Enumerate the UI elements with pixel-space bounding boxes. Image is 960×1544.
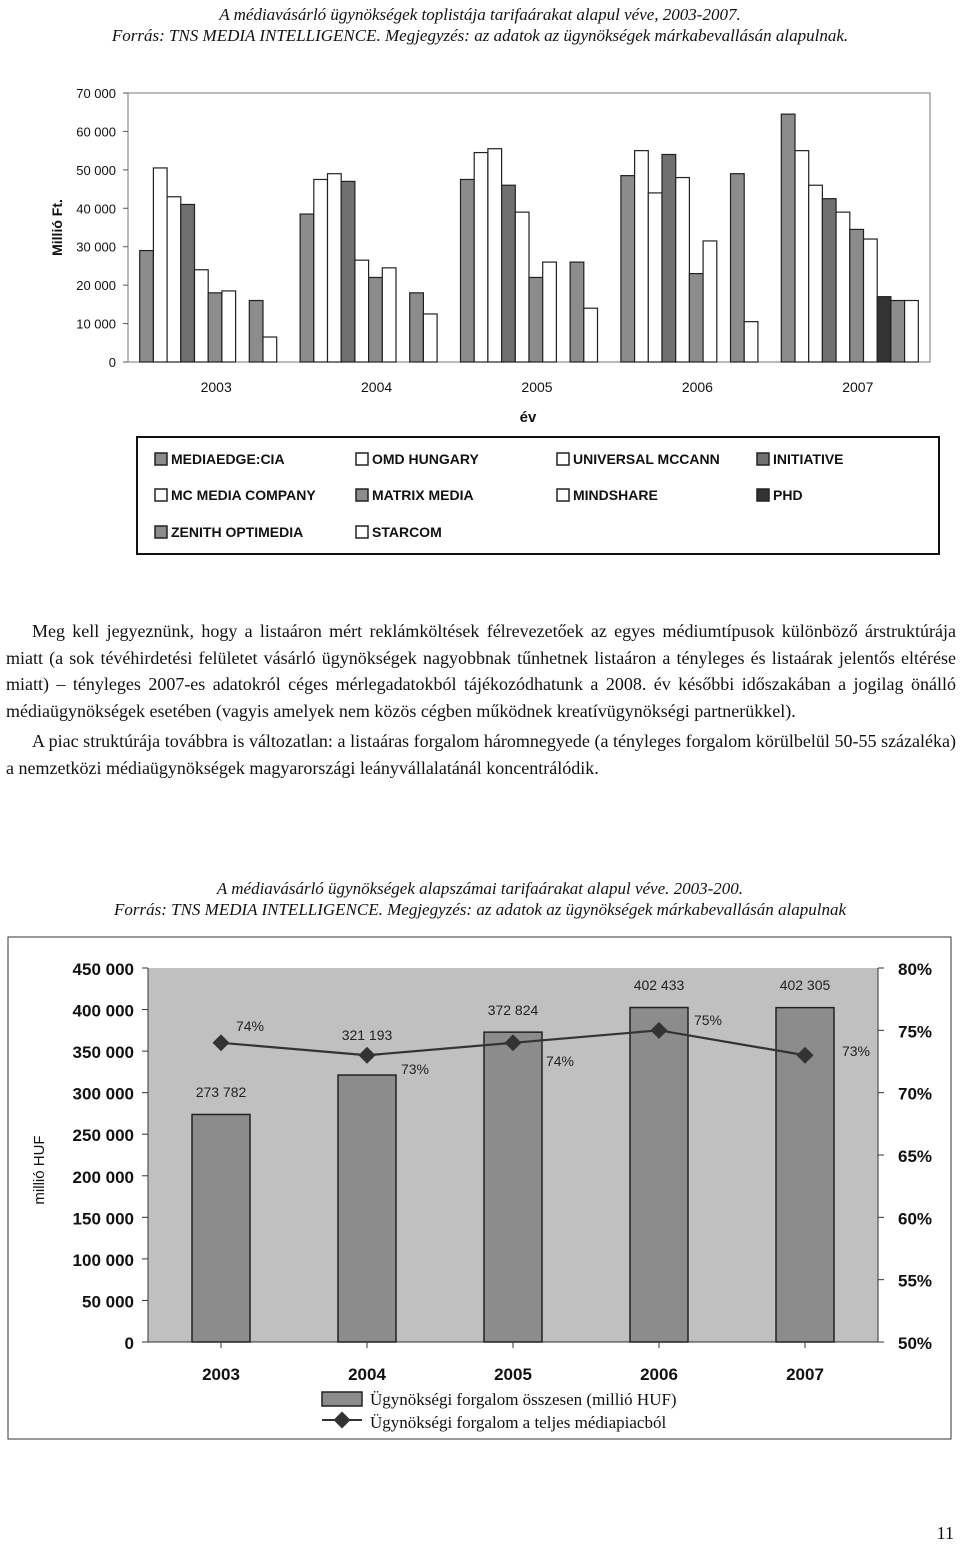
chart1-caption-line1: A médiavásárló ügynökségek toplistája tarifaárakat alapul véve, 2003-2007. — [219, 5, 741, 24]
bar-data-label: 273 782 — [195, 1084, 247, 1100]
bar — [795, 151, 809, 362]
bar — [338, 1075, 396, 1342]
y-tick-label: 200 000 — [72, 1167, 134, 1187]
legend-swatch — [155, 526, 167, 538]
legend-label: ZENITH OPTIMEDIA — [171, 524, 304, 540]
x-tick-label: 2003 — [200, 379, 232, 395]
legend-swatch — [155, 489, 167, 501]
bar — [529, 277, 543, 362]
y2-tick-label: 80% — [897, 960, 933, 979]
bar — [635, 151, 649, 362]
bar-data-label: 402 305 — [779, 977, 831, 993]
bar — [891, 301, 905, 362]
chart2-caption-line1: A médiavásárló ügynökségek alapszámai tarifaárakat alapul véve. 2003-200. — [216, 879, 744, 898]
bar — [850, 229, 864, 362]
y-tick-label: 40 000 — [76, 201, 116, 217]
y-tick-label: 10 000 — [76, 316, 116, 332]
bar — [905, 301, 919, 362]
bar — [423, 314, 437, 362]
legend-label: MEDIAEDGE:CIA — [171, 451, 285, 467]
x-tick-label: 2005 — [494, 1365, 532, 1384]
legend-label: UNIVERSAL MCCANN — [573, 451, 720, 467]
y-tick-label: 30 000 — [76, 239, 116, 255]
legend-swatch — [356, 489, 368, 501]
bar — [181, 204, 195, 362]
bar — [877, 297, 891, 362]
legend-label-line: Ügynökségi forgalom a teljes médiapiacból — [370, 1413, 667, 1432]
x-axis-label: év — [519, 409, 537, 426]
bar — [474, 153, 488, 362]
y-tick-label: 400 000 — [72, 1001, 134, 1021]
x-tick-label: 2007 — [786, 1365, 824, 1384]
y-tick-label: 450 000 — [72, 960, 134, 979]
y-tick-label: 0 — [124, 1334, 134, 1353]
body-text — [6, 618, 956, 781]
bar — [515, 212, 529, 362]
legend-label: PHD — [773, 487, 803, 503]
bar — [222, 291, 236, 362]
line-data-label: 75% — [693, 1012, 723, 1028]
bar — [689, 274, 703, 362]
bar-data-label: 402 433 — [633, 977, 685, 993]
bar — [630, 1008, 688, 1342]
y2-tick-label: 75% — [897, 1022, 933, 1042]
bar — [703, 241, 717, 362]
bar — [676, 178, 690, 362]
legend-label: MINDSHARE — [573, 487, 658, 503]
y-tick-label: 50 000 — [82, 1292, 134, 1312]
y-tick-label: 250 000 — [72, 1126, 134, 1146]
bar — [153, 168, 167, 362]
line-data-label: 73% — [841, 1043, 871, 1059]
chart1-bar-chart — [0, 70, 960, 570]
y-axis-label: millió HUF — [31, 1135, 48, 1205]
y-tick-label: 0 — [108, 355, 116, 370]
bar — [731, 174, 745, 362]
legend-label: MC MEDIA COMPANY — [171, 487, 316, 503]
bar — [621, 176, 635, 362]
legend-swatch — [757, 453, 769, 465]
y-tick-label: 60 000 — [76, 124, 116, 140]
bar — [543, 262, 557, 362]
bar — [836, 212, 850, 362]
legend-swatch — [557, 489, 569, 501]
bar — [744, 322, 758, 362]
bar — [195, 270, 209, 362]
y-axis-label: Millió Ft. — [49, 199, 65, 256]
legend-label: MATRIX MEDIA — [372, 487, 474, 503]
bar — [809, 185, 823, 362]
y2-tick-label: 60% — [897, 1209, 933, 1229]
y2-tick-label: 70% — [897, 1084, 933, 1104]
bar — [484, 1032, 542, 1342]
line-data-label: 73% — [400, 1061, 430, 1077]
y-tick-label: 100 000 — [72, 1250, 134, 1270]
paragraph-2: A piac struktúrája továbbra is változatlan: a listaáras forgalom háromnegyede (a tényleges forgalom körülbelül 50-55 százaléka) a nemzetközi médiaügynökségek magyarországi leányvállalatánál koncentrálódik. — [6, 731, 956, 778]
x-tick-label: 2004 — [348, 1365, 386, 1384]
bar — [300, 214, 314, 362]
chart1-caption — [0, 4, 960, 46]
y-tick-label: 350 000 — [72, 1043, 134, 1063]
legend-label-bar: Ügynökségi forgalom összesen (millió HUF) — [370, 1390, 677, 1409]
legend-swatch — [356, 526, 368, 538]
bar — [328, 174, 342, 362]
chart2-combo-chart — [0, 930, 960, 1450]
chart2-caption — [0, 878, 960, 920]
legend-swatch — [356, 453, 368, 465]
bar — [864, 239, 878, 362]
y2-tick-label: 65% — [897, 1147, 933, 1166]
bar — [140, 251, 154, 362]
paragraph-1: Meg kell jegyeznünk, hogy a listaáron mért reklámköltések félrevezetőek az egyes médiumtípusok különböző árstruktúrája miatt (a sok tévéhirdetési felületet vásárló ügynökségek nagyobbnak tűnhetnek listaáron a tényleges és listaárak jelentős eltérése miatt) – tényleges 2007-es adatokról céges mérlegadatokból tájékozódhatunk a 2008. év későbbi időszakában a jogilag önálló médiaügynökségek esetében (vagyis amelyek nem közös cégben működnek kreatívügynökségi partnerükkel). — [6, 621, 956, 721]
bar — [570, 262, 584, 362]
legend-swatch-bar — [322, 1392, 362, 1406]
bar — [369, 277, 383, 362]
y-tick-label: 70 000 — [76, 86, 116, 101]
y2-tick-label: 50% — [897, 1334, 933, 1353]
bar — [192, 1114, 250, 1342]
legend-swatch — [155, 453, 167, 465]
bar — [822, 199, 836, 362]
bar — [648, 193, 662, 362]
x-tick-label: 2004 — [361, 379, 393, 395]
x-tick-label: 2005 — [521, 379, 553, 395]
y-tick-label: 150 000 — [72, 1209, 134, 1229]
bar — [167, 197, 181, 362]
bar-data-label: 321 193 — [341, 1027, 393, 1043]
x-tick-label: 2003 — [202, 1365, 240, 1384]
line-data-label: 74% — [545, 1053, 575, 1069]
legend-swatch — [557, 453, 569, 465]
x-tick-label: 2006 — [681, 379, 713, 395]
bar — [584, 308, 598, 362]
bar — [314, 179, 328, 362]
x-tick-label: 2007 — [842, 379, 874, 395]
legend-label: INITIATIVE — [773, 451, 844, 467]
x-tick-label: 2006 — [640, 1365, 678, 1384]
chart2-caption-line2: Forrás: TNS MEDIA INTELLIGENCE. Megjegyzés: az adatok az ügynökségek márkabevallásán alapulnak — [113, 900, 846, 919]
page-number: 11 — [936, 1523, 954, 1543]
chart1-caption-line2: Forrás: TNS MEDIA INTELLIGENCE. Megjegyzés: az adatok az ügynökségek márkabevallásán alapulnak. — [111, 26, 849, 45]
bar — [488, 149, 502, 362]
bar — [355, 260, 369, 362]
legend-swatch — [757, 489, 769, 501]
y-tick-label: 20 000 — [76, 278, 116, 294]
bar — [208, 293, 222, 362]
line-data-label: 74% — [235, 1018, 265, 1034]
y2-tick-label: 55% — [897, 1271, 933, 1291]
bar — [662, 154, 676, 362]
legend-label: STARCOM — [372, 524, 442, 540]
bar — [263, 337, 277, 362]
bar — [461, 179, 475, 362]
bar — [249, 301, 263, 362]
legend-label: OMD HUNGARY — [372, 451, 479, 467]
y-tick-label: 300 000 — [72, 1084, 134, 1104]
bar — [781, 114, 795, 362]
bar — [382, 268, 396, 362]
bar-data-label: 372 824 — [487, 1002, 539, 1018]
y-tick-label: 50 000 — [76, 162, 116, 178]
bar — [502, 185, 516, 362]
bar — [341, 181, 355, 362]
bar — [410, 293, 424, 362]
